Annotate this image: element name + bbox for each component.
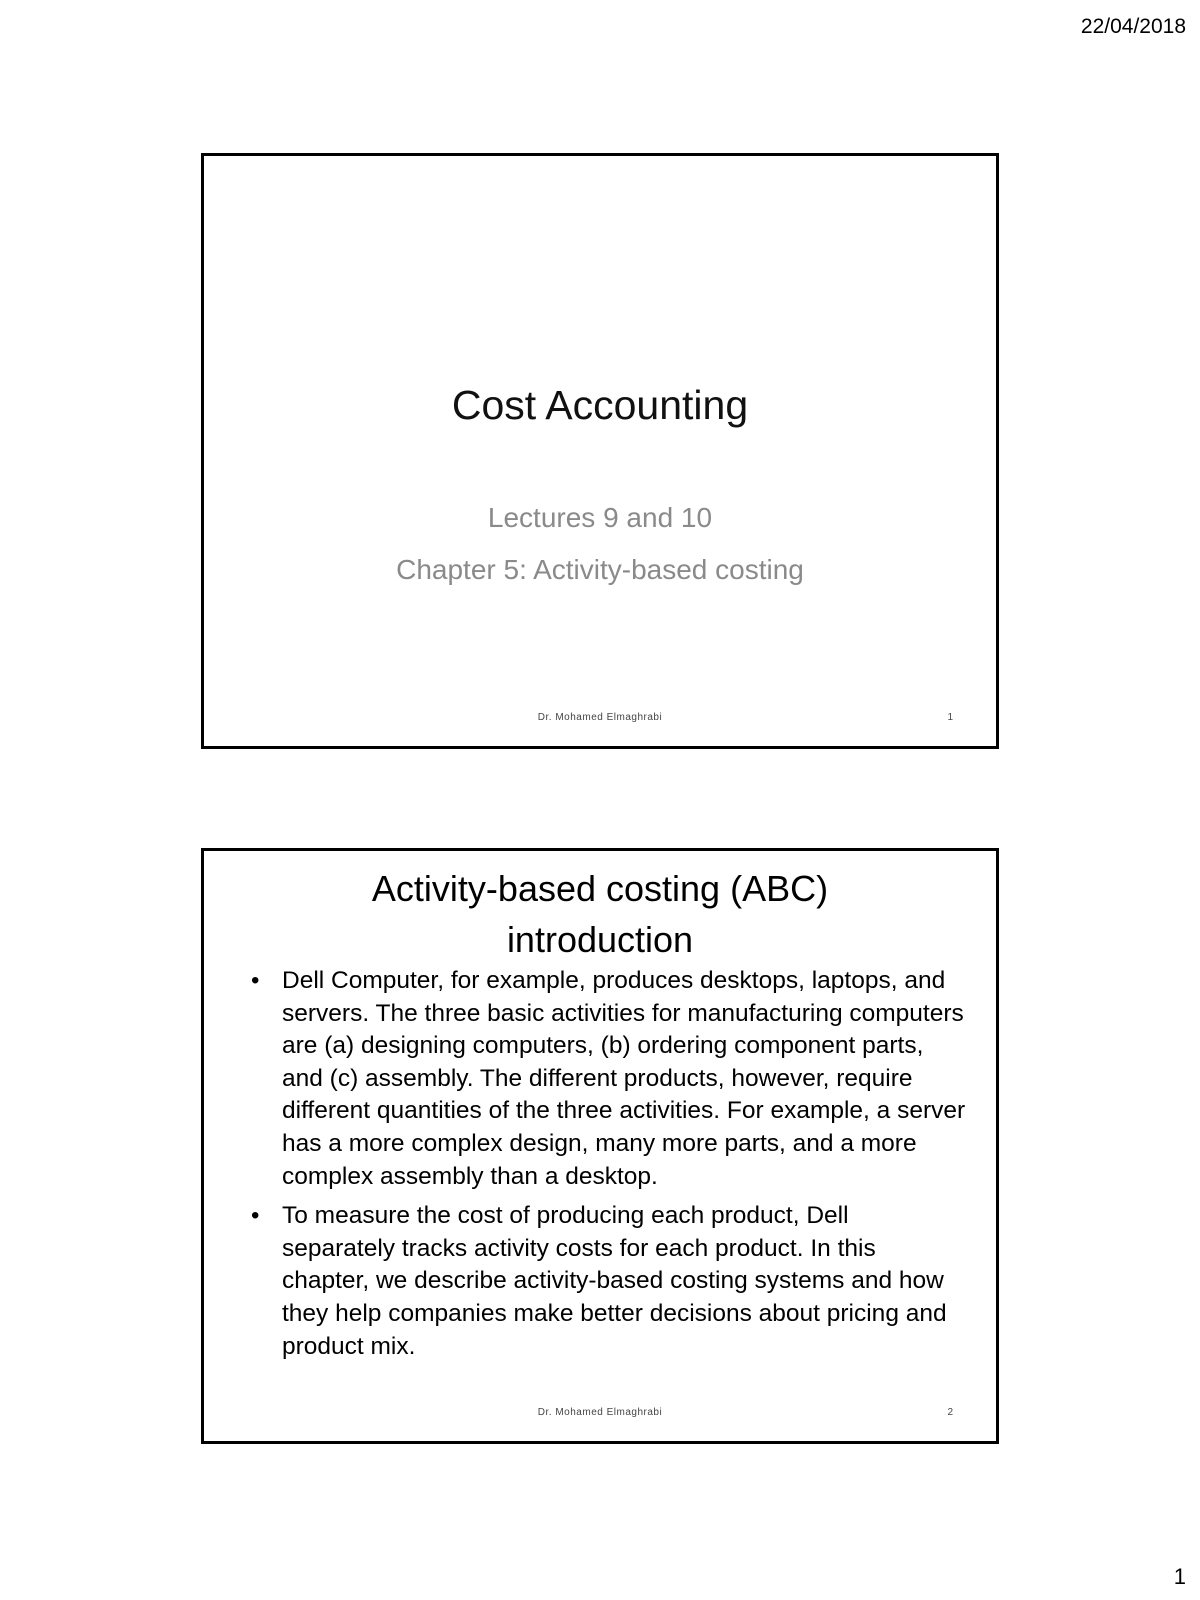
- page-date: 22/04/2018: [1080, 15, 1186, 38]
- slide-heading: [244, 863, 956, 965]
- bullet-item: [244, 965, 966, 1193]
- bullet-text: Dell Computer, for example, produces desktops, laptops, and servers. The three basic activities for manufacturing computers are (a) designing computers, (b) ordering component parts, and (c) assembly. The different products, however, require different quantities of the three activities. For example, a server has a more complex design, many more parts, and a more complex assembly than a desktop.: [282, 967, 966, 1190]
- bullet-item: [244, 1200, 966, 1363]
- bullet-icon: •: [251, 1202, 260, 1230]
- slide-footer-author: Dr. Mohamed Elmaghrabi: [537, 1407, 663, 1418]
- slide-footer: [204, 710, 996, 726]
- slide-heading-line-1: Activity-based costing (ABC): [371, 868, 829, 909]
- slide-subtitle-chapter: Chapter 5: Activity-based costing: [396, 554, 804, 585]
- slide-footer-author: Dr. Mohamed Elmaghrabi: [537, 712, 663, 723]
- slide-number: 2: [947, 1407, 953, 1418]
- bullet-text: To measure the cost of producing each product, Dell separately tracks activity costs for each product. In this chapter, we describe activity-based costing systems and how they help companies make better decisions about pricing and product mix.: [282, 1202, 947, 1360]
- slide-title: Cost Accounting: [451, 382, 749, 428]
- slide-subtitle-lectures: Lectures 9 and 10: [487, 502, 713, 533]
- slide-2: [201, 848, 999, 1444]
- page-number: 1: [1173, 1564, 1186, 1589]
- slide-footer: [204, 1405, 996, 1421]
- slide-1: [201, 153, 999, 749]
- bullet-icon: •: [251, 967, 260, 994]
- slide-number: 1: [947, 712, 953, 723]
- slide-heading-line-2: introduction: [506, 919, 694, 960]
- bullet-list: [244, 965, 966, 1370]
